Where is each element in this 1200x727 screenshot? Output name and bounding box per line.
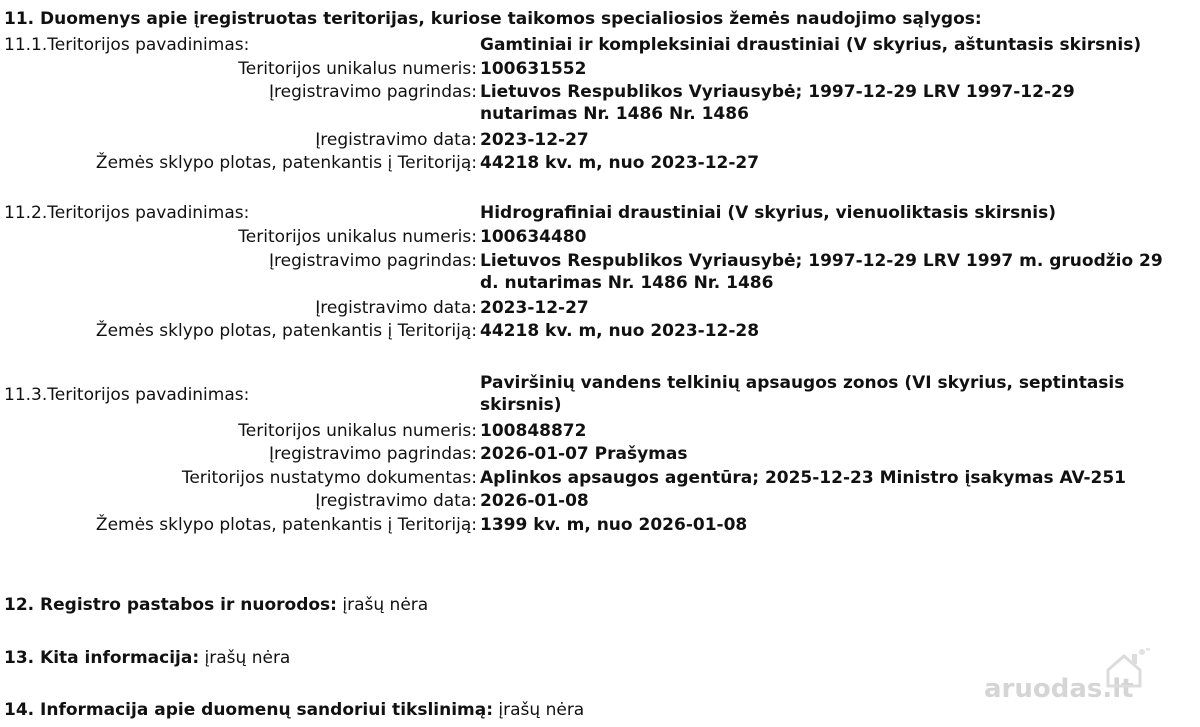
field-label: Teritorijos unikalus numeris: xyxy=(238,59,477,79)
territory-1-area: 44218 kv. m, nuo 2023-12-27 xyxy=(480,153,760,173)
field-label: Įregistravimo data: xyxy=(315,491,477,511)
territory-2-area: 44218 kv. m, nuo 2023-12-28 xyxy=(480,321,760,341)
section-12-title: 12. Registro pastabos ir nuorodos: xyxy=(4,595,337,615)
section-14-title: 14. Informacija apie duomenų sandoriui tikslinimą: xyxy=(4,700,494,720)
watermark-text: aruodas.lt xyxy=(984,674,1134,704)
territory-3-document: Aplinkos apsaugos agentūra; 2025-12-23 Ministro įsakymas AV-251 xyxy=(480,468,1126,488)
field-label: Žemės sklypo plotas, patenkantis į Teritoriją: xyxy=(95,321,477,341)
field-label: Teritorijos unikalus numeris: xyxy=(238,421,477,441)
section-13 xyxy=(4,647,290,669)
territory-3-basis: 2026-01-07 Prašymas xyxy=(480,444,688,464)
section-13-title: 13. Kita informacija: xyxy=(4,648,200,668)
field-label: Įregistravimo data: xyxy=(315,298,477,318)
territory-1-date: 2023-12-27 xyxy=(480,130,589,150)
field-label: Teritorijos nustatymo dokumentas: xyxy=(181,468,477,488)
territory-3-area: 1399 kv. m, nuo 2026-01-08 xyxy=(480,515,748,535)
territory-1-id: 100631552 xyxy=(480,59,587,79)
section-14-value: įrašų nėra xyxy=(498,700,585,720)
territory-2-name: Hidrografiniai draustiniai (V skyrius, vienuoliktasis skirsnis) xyxy=(480,203,1056,223)
territory-2-date: 2023-12-27 xyxy=(480,298,589,318)
field-label: Žemės sklypo plotas, patenkantis į Teritoriją: xyxy=(95,515,477,535)
aruodas-watermark xyxy=(984,668,1154,708)
territory-3-number-label: 11.3.Teritorijos pavadinimas: xyxy=(4,385,250,405)
field-label: Įregistravimo pagrindas: xyxy=(269,251,477,271)
territory-1-number-label: 11.1.Teritorijos pavadinimas: xyxy=(4,35,250,55)
territory-3-name: Paviršinių vandens telkinių apsaugos zonos (VI skyrius, septintasis skirsnis) xyxy=(480,373,1125,415)
section-13-value: įrašų nėra xyxy=(204,648,291,668)
section-14 xyxy=(4,699,584,721)
territory-2-number-label: 11.2.Teritorijos pavadinimas: xyxy=(4,203,250,223)
field-label: Įregistravimo pagrindas: xyxy=(269,82,477,102)
territory-1-name: Gamtiniai ir kompleksiniai draustiniai (V skyrius, aštuntasis skirsnis) xyxy=(480,35,1142,55)
field-label: Įregistravimo pagrindas: xyxy=(269,444,477,464)
territory-2-id: 100634480 xyxy=(480,227,587,247)
field-label: Žemės sklypo plotas, patenkantis į Teritoriją: xyxy=(95,153,477,173)
territory-2-basis: Lietuvos Respublikos Vyriausybė; 1997-12-29 LRV 1997 m. gruodžio 29 d. nutarimas Nr. 1486 Nr. 1486 xyxy=(480,251,1163,293)
territory-1-basis: Lietuvos Respublikos Vyriausybė; 1997-12-29 LRV 1997-12-29 nutarimas Nr. 1486 Nr. 1486 xyxy=(480,82,1075,124)
territory-3-date: 2026-01-08 xyxy=(480,491,589,511)
territory-3-id: 100848872 xyxy=(480,421,587,441)
house-icon xyxy=(1102,648,1152,693)
section-12 xyxy=(4,594,428,616)
territory-1-name-row xyxy=(0,34,1200,56)
field-label: Įregistravimo data: xyxy=(315,130,477,150)
section-11-title: 11. Duomenys apie įregistruotas teritorijas, kuriose taikomos specialiosios žemės naudojimo sąlygos: xyxy=(4,9,982,29)
field-label: Teritorijos unikalus numeris: xyxy=(238,227,477,247)
section-12-value: įrašų nėra xyxy=(342,595,429,615)
